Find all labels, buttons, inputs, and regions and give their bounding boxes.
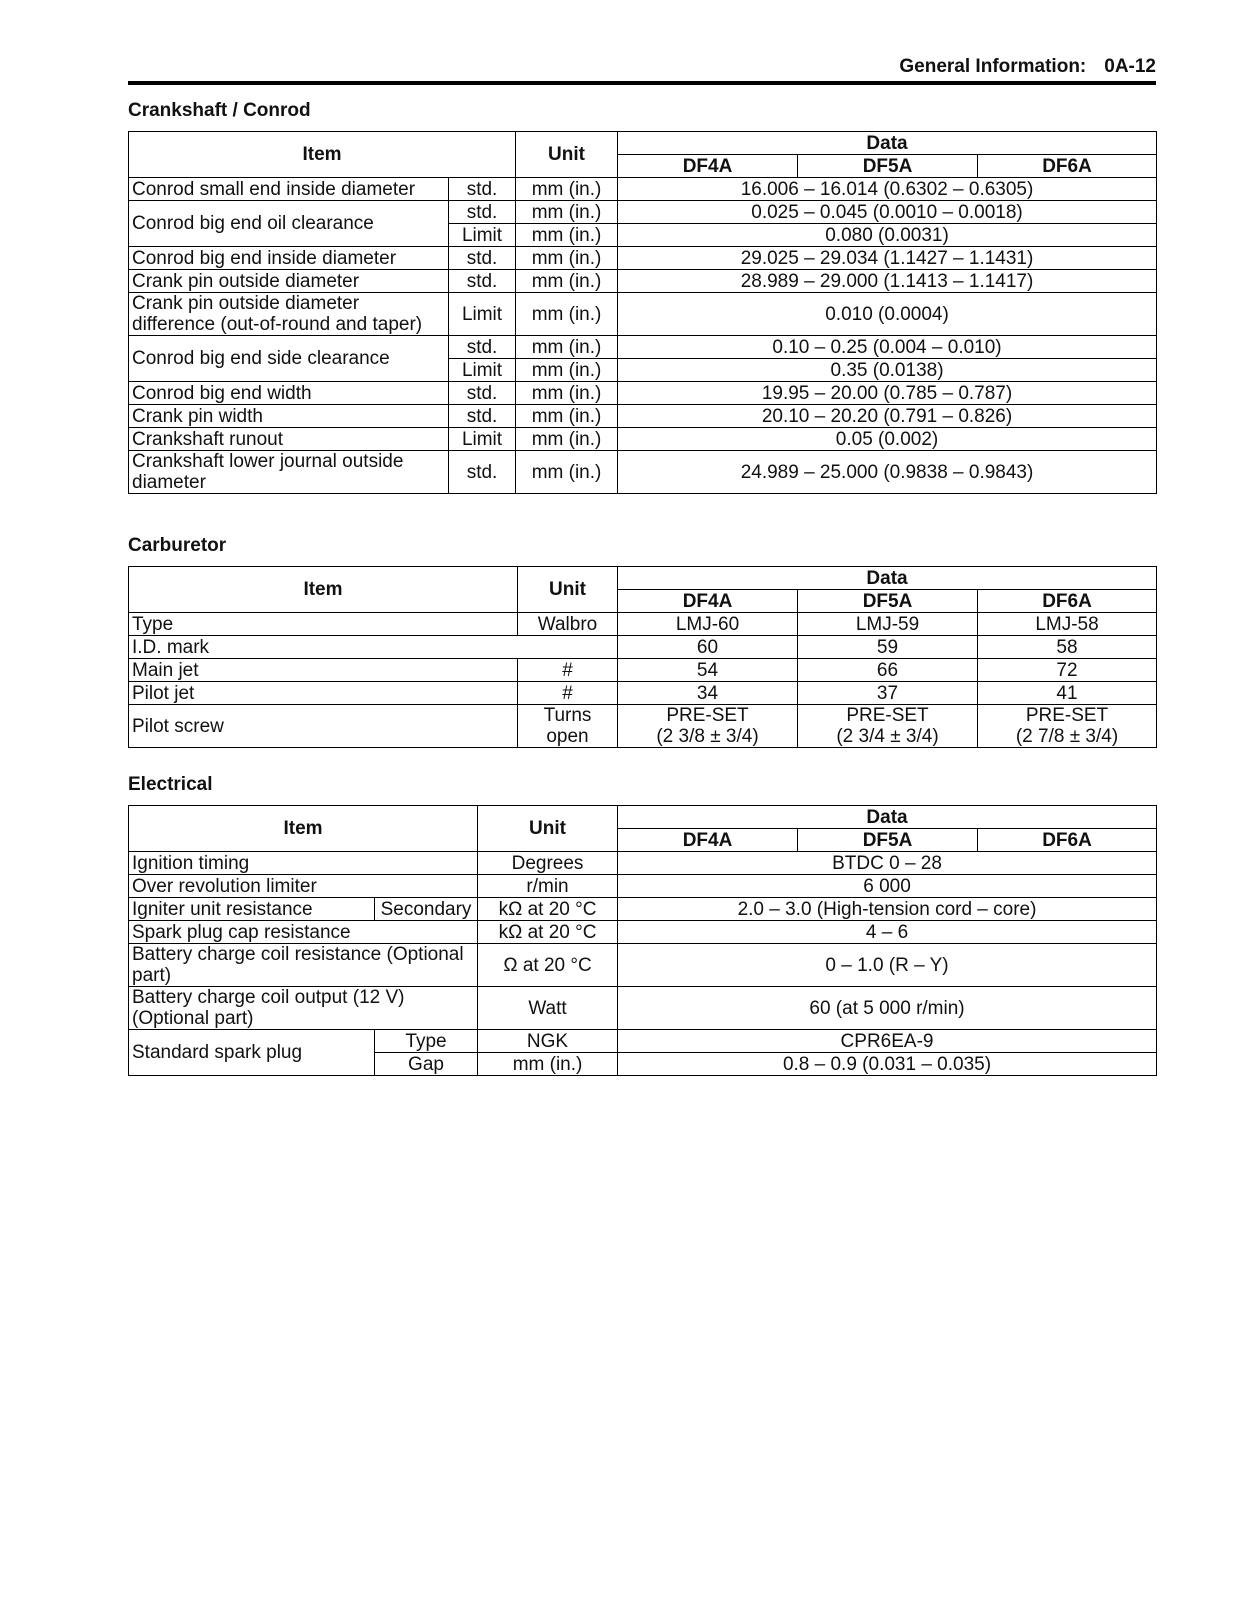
- cond-cell: Limit: [449, 293, 516, 336]
- unit-cell: kΩ at 20 °C: [478, 898, 618, 921]
- data-cell: 0.10 – 0.25 (0.004 – 0.010): [618, 336, 1157, 359]
- cond-cell: std.: [449, 382, 516, 405]
- item-cell: Conrod big end side clearance: [129, 336, 449, 382]
- sub-cell: Type: [375, 1030, 478, 1053]
- cond-cell: Limit: [449, 428, 516, 451]
- unit-cell: Watt: [478, 987, 618, 1030]
- unit-cell: mm (in.): [516, 359, 618, 382]
- data-cell: 6 000: [618, 875, 1157, 898]
- table-row: [129, 705, 1157, 748]
- data-cell: 0.05 (0.002): [618, 428, 1157, 451]
- data-cell: 20.10 – 20.20 (0.791 – 0.826): [618, 405, 1157, 428]
- unit-cell: mm (in.): [516, 178, 618, 201]
- data-cell: 24.989 – 25.000 (0.9838 – 0.9843): [618, 451, 1157, 494]
- cond-cell: Limit: [449, 224, 516, 247]
- table-row: [129, 293, 1157, 336]
- header-section: General Information:: [899, 56, 1087, 77]
- item-cell: Type: [129, 613, 518, 636]
- value-line: PRE-SET: [1025, 705, 1109, 726]
- table-row: [129, 405, 1157, 428]
- data-cell: 4 – 6: [618, 921, 1157, 944]
- item-cell: Crankshaft lower journal outside diameter: [129, 451, 449, 494]
- item-cell: Pilot jet: [129, 682, 518, 705]
- crankshaft-table: [128, 131, 1157, 494]
- sub-cell: Secondary: [375, 898, 478, 921]
- item-cell: Conrod small end inside diameter: [129, 178, 449, 201]
- data-header: Data: [618, 806, 1157, 829]
- cond-cell: std.: [449, 178, 516, 201]
- unit-header: Unit: [516, 132, 618, 178]
- value-line: PRE-SET: [666, 705, 749, 726]
- unit-cell: kΩ at 20 °C: [478, 921, 618, 944]
- unit-cell: Walbro: [518, 613, 618, 636]
- unit-cell: mm (in.): [516, 451, 618, 494]
- table-row: [129, 613, 1157, 636]
- data-cell: 0.025 – 0.045 (0.0010 – 0.0018): [618, 201, 1157, 224]
- unit-cell: mm (in.): [516, 293, 618, 336]
- electrical-title: Electrical: [128, 774, 213, 795]
- cond-cell: std.: [449, 201, 516, 224]
- data-cell: BTDC 0 – 28: [618, 852, 1157, 875]
- table-row: [129, 659, 1157, 682]
- table-header-row: [129, 806, 1157, 829]
- table-header-row: [129, 567, 1157, 590]
- table-row: [129, 944, 1157, 987]
- df6a-cell: 41: [978, 682, 1157, 705]
- data-cell: 0.010 (0.0004): [618, 293, 1157, 336]
- data-cell: 19.95 – 20.00 (0.785 – 0.787): [618, 382, 1157, 405]
- data-cell: 28.989 – 29.000 (1.1413 – 1.1417): [618, 270, 1157, 293]
- unit-cell: mm (in.): [516, 247, 618, 270]
- crankshaft-title: Crankshaft / Conrod: [128, 100, 311, 121]
- header-rule: [128, 81, 1156, 85]
- table-row: [129, 898, 1157, 921]
- data-cell: CPR6EA-9: [618, 1030, 1157, 1053]
- data-header: Data: [618, 132, 1157, 155]
- unit-cell: mm (in.): [516, 428, 618, 451]
- value-line: (2 3/4 ± 3/4): [836, 726, 939, 747]
- table-row: [129, 1030, 1157, 1053]
- df6a-cell: [978, 705, 1157, 748]
- item-cell: I.D. mark: [129, 636, 618, 659]
- unit-header: Unit: [518, 567, 618, 613]
- table-row: [129, 178, 1157, 201]
- model-df4a: DF4A: [618, 829, 798, 852]
- unit-cell: mm (in.): [516, 224, 618, 247]
- unit-cell: Degrees: [478, 852, 618, 875]
- table-row: [129, 682, 1157, 705]
- item-cell: Conrod big end width: [129, 382, 449, 405]
- carburetor-table: [128, 566, 1157, 748]
- df4a-cell: 34: [618, 682, 798, 705]
- item-cell: Standard spark plug: [129, 1030, 375, 1076]
- df5a-cell: 59: [798, 636, 978, 659]
- unit-cell: [518, 705, 618, 748]
- df5a-cell: [798, 705, 978, 748]
- model-df6a: DF6A: [978, 155, 1157, 178]
- unit-cell: mm (in.): [516, 336, 618, 359]
- data-cell: 2.0 – 3.0 (High-tension cord – core): [618, 898, 1157, 921]
- cond-cell: Limit: [449, 359, 516, 382]
- model-df4a: DF4A: [618, 155, 798, 178]
- model-df6a: DF6A: [978, 590, 1157, 613]
- item-header: Item: [129, 567, 518, 613]
- df4a-cell: LMJ-60: [618, 613, 798, 636]
- data-cell: 0 – 1.0 (R – Y): [618, 944, 1157, 987]
- model-df6a: DF6A: [978, 829, 1157, 852]
- data-cell: 29.025 – 29.034 (1.1427 – 1.1431): [618, 247, 1157, 270]
- table-row: [129, 428, 1157, 451]
- item-cell: Over revolution limiter: [129, 875, 478, 898]
- model-df5a: DF5A: [798, 590, 978, 613]
- df4a-cell: [618, 705, 798, 748]
- unit-cell: #: [518, 682, 618, 705]
- electrical-table: [128, 805, 1157, 1076]
- data-cell: 0.35 (0.0138): [618, 359, 1157, 382]
- item-cell: Spark plug cap resistance: [129, 921, 478, 944]
- df4a-cell: 54: [618, 659, 798, 682]
- item-cell: Crank pin outside diameter: [129, 270, 449, 293]
- carburetor-title: Carburetor: [128, 535, 227, 556]
- df5a-cell: LMJ-59: [798, 613, 978, 636]
- unit-cell: mm (in.): [516, 405, 618, 428]
- item-cell: Ignition timing: [129, 852, 478, 875]
- table-row: [129, 921, 1157, 944]
- unit-line: Turns: [543, 705, 592, 726]
- unit-cell: r/min: [478, 875, 618, 898]
- table-row: [129, 451, 1157, 494]
- df6a-cell: 58: [978, 636, 1157, 659]
- model-df5a: DF5A: [798, 829, 978, 852]
- table-row: [129, 336, 1157, 359]
- data-cell: 0.8 – 0.9 (0.031 – 0.035): [618, 1053, 1157, 1076]
- df5a-cell: 37: [798, 682, 978, 705]
- table-row: [129, 636, 1157, 659]
- item-header: Item: [129, 806, 478, 852]
- df4a-cell: 60: [618, 636, 798, 659]
- df6a-cell: 72: [978, 659, 1157, 682]
- item-cell: Conrod big end inside diameter: [129, 247, 449, 270]
- item-cell: Conrod big end oil clearance: [129, 201, 449, 247]
- sub-cell: Gap: [375, 1053, 478, 1076]
- table-row: [129, 247, 1157, 270]
- table-row: [129, 987, 1157, 1030]
- value-line: PRE-SET: [846, 705, 929, 726]
- unit-cell: mm (in.): [516, 382, 618, 405]
- item-cell: Crankshaft runout: [129, 428, 449, 451]
- df5a-cell: 66: [798, 659, 978, 682]
- table-header-row: [129, 132, 1157, 155]
- table-row: [129, 201, 1157, 224]
- model-df4a: DF4A: [618, 590, 798, 613]
- table-row: [129, 270, 1157, 293]
- data-header: Data: [618, 567, 1157, 590]
- cond-cell: std.: [449, 336, 516, 359]
- unit-cell: mm (in.): [516, 270, 618, 293]
- unit-cell: #: [518, 659, 618, 682]
- item-cell: Battery charge coil resistance (Optional part): [129, 944, 478, 987]
- item-cell: Crank pin outside diameter difference (out-of-round and taper): [129, 293, 449, 336]
- cond-cell: std.: [449, 451, 516, 494]
- data-cell: 0.080 (0.0031): [618, 224, 1157, 247]
- cond-cell: std.: [449, 247, 516, 270]
- table-row: [129, 852, 1157, 875]
- item-cell: Main jet: [129, 659, 518, 682]
- item-cell: Igniter unit resistance: [129, 898, 375, 921]
- unit-header: Unit: [478, 806, 618, 852]
- value-line: (2 7/8 ± 3/4): [1015, 726, 1119, 747]
- df6a-cell: LMJ-58: [978, 613, 1157, 636]
- cond-cell: std.: [449, 405, 516, 428]
- model-df5a: DF5A: [798, 155, 978, 178]
- page-header: [128, 56, 1156, 78]
- item-cell: Battery charge coil output (12 V) (Optional part): [129, 987, 478, 1030]
- unit-cell: mm (in.): [478, 1053, 618, 1076]
- item-header: Item: [129, 132, 516, 178]
- unit-cell: mm (in.): [516, 201, 618, 224]
- table-row: [129, 875, 1157, 898]
- cond-cell: std.: [449, 270, 516, 293]
- unit-cell: Ω at 20 °C: [478, 944, 618, 987]
- data-cell: 16.006 – 16.014 (0.6302 – 0.6305): [618, 178, 1157, 201]
- item-cell: Pilot screw: [129, 705, 518, 748]
- data-cell: 60 (at 5 000 r/min): [618, 987, 1157, 1030]
- item-cell: Crank pin width: [129, 405, 449, 428]
- value-line: (2 3/8 ± 3/4): [656, 726, 759, 747]
- unit-line: open: [546, 726, 589, 747]
- page-number: 0A-12: [1104, 56, 1156, 77]
- unit-cell: NGK: [478, 1030, 618, 1053]
- table-row: [129, 382, 1157, 405]
